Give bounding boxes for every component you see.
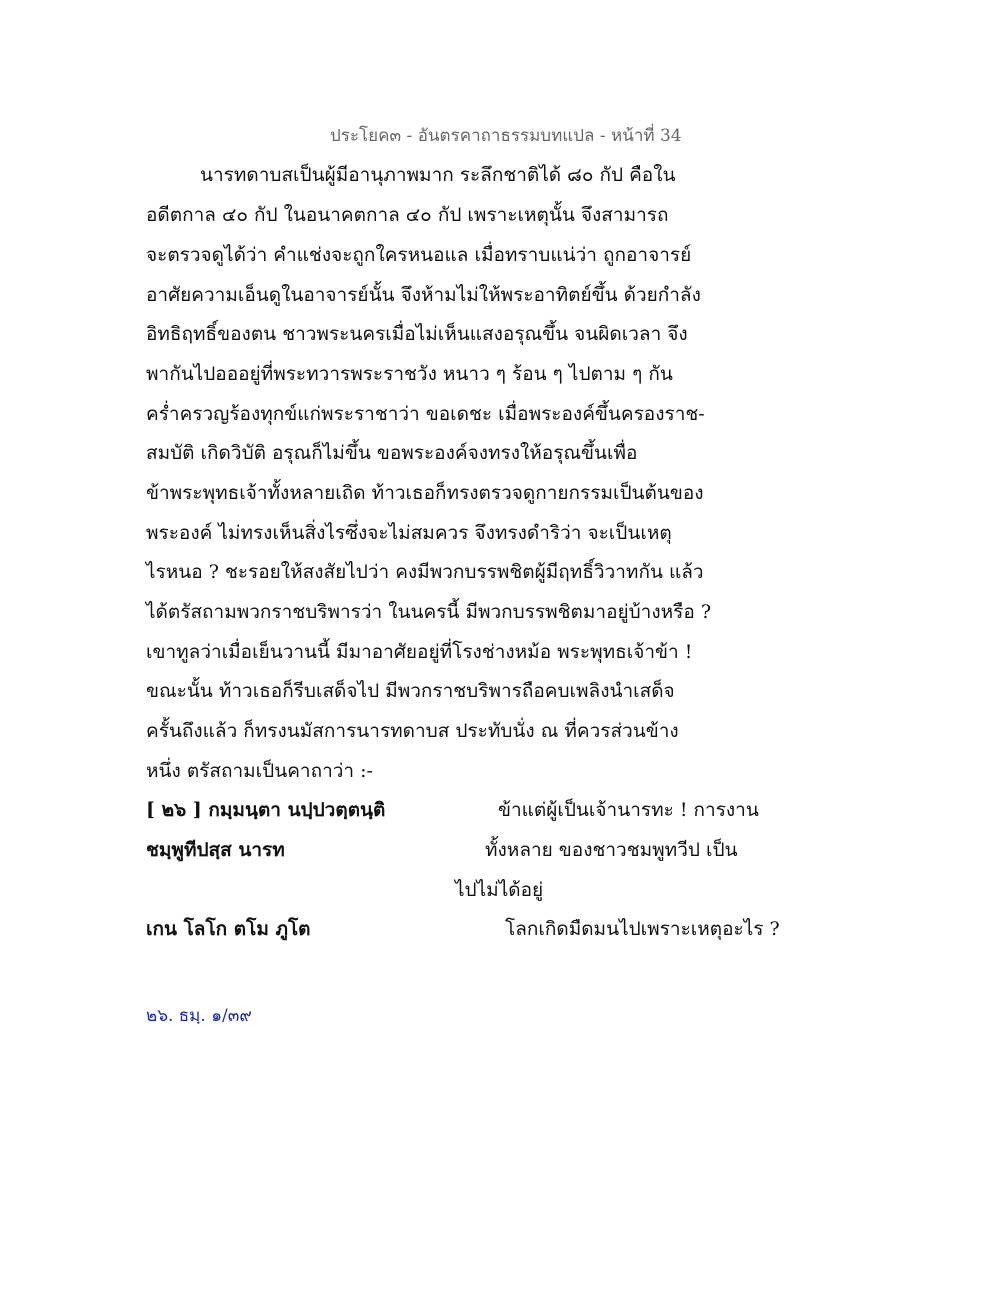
- paragraph-line: นารทดาบสเป็นผู้มีอานุภาพมาก ระลึกชาติได้ ๘๐ กัป คือใน: [200, 164, 676, 186]
- paragraph-line: ครั้นถึงแล้ว ก็ทรงนมัสการนารทดาบส ประทับนั่ง ณ ที่ควรส่วนข้าง: [146, 720, 679, 742]
- verse-thai-line: โลกเกิดมืดมนไปเพราะเหตุอะไร ?: [505, 918, 780, 940]
- verse-pali-line: เกน โลโก ตโม ภูโต: [146, 918, 311, 940]
- paragraph-line: ขณะนั้น ท้าวเธอก็รีบเสด็จไป มีพวกราชบริพารถือคบเพลิงนำเสด็จ: [146, 680, 675, 702]
- paragraph-line: สมบัติ เกิดวิบัติ อรุณก็ไม่ขึ้น ขอพระองค์จงทรงให้อรุณขึ้นเพื่อ: [146, 442, 638, 464]
- paragraph-line: พากันไปอออยู่ที่พระทวารพระราชวัง หนาว ๆ ร้อน ๆ ไปตาม ๆ กัน: [146, 363, 673, 385]
- verse-pali-line: [ ๒๖ ] กมฺมนฺตา นปฺปวตฺตนฺติ: [146, 799, 386, 821]
- paragraph-line: เขาทูลว่าเมื่อเย็นวานนี้ มีมาอาศัยอยู่ที่โรงช่างหม้อ พระพุทธเจ้าข้า !: [146, 641, 693, 663]
- paragraph-line: ไรหนอ ? ชะรอยให้สงสัยไปว่า คงมีพวกบรรพชิตผู้มีฤทธิ์วิวาทกัน แล้ว: [146, 561, 704, 583]
- verse-thai-line: ไปไม่ได้อยู่: [455, 879, 544, 901]
- paragraph-line: หนึ่ง ตรัสถามเป็นคาถาว่า :-: [146, 760, 373, 782]
- paragraph-line: ได้ตรัสถามพวกราชบริพารว่า ในนครนี้ มีพวกบรรพชิตมาอยู่บ้างหรือ ?: [146, 601, 711, 623]
- page-header: ประโยค๓ - อันตรคาถาธรรมบทแปล - หน้าที่ 34: [330, 126, 682, 146]
- paragraph-line: อาศัยความเอ็นดูในอาจารย์นั้น จึงห้ามไม่ให้พระอาทิตย์ขึ้น ด้วยกำลัง: [146, 284, 701, 306]
- verse-pali-line: ชมฺพูทีปสฺส นารท: [146, 839, 285, 861]
- paragraph-line: คร่ำครวญร้องทุกข์แก่พระราชาว่า ขอเดชะ เมื่อพระองค์ขึ้นครองราช-: [146, 403, 705, 425]
- footnote: ๒๖. ธมฺ. ๑/๓๙: [146, 1006, 252, 1026]
- paragraph-line: อดีตกาล ๔๐ กัป ในอนาคตกาล ๔๐ กัป เพราะเหตุนั้น จึงสามารถ: [146, 204, 669, 226]
- paragraph-line: ข้าพระพุทธเจ้าทั้งหลายเถิด ท้าวเธอก็ทรงตรวจดูกายกรรมเป็นต้นของ: [146, 482, 704, 504]
- paragraph-line: อิทธิฤทธิ์ของตน ชาวพระนครเมื่อไม่เห็นแสงอรุณขึ้น จนผิดเวลา จึง: [146, 323, 688, 345]
- verse-thai-line: ข้าแต่ผู้เป็นเจ้านารทะ ! การงาน: [498, 799, 759, 821]
- paragraph-line: พระองค์ ไม่ทรงเห็นสิ่งไรซึ่งจะไม่สมควร จึงทรงดำริว่า จะเป็นเหตุ: [146, 522, 672, 544]
- paragraph-line: จะตรวจดูได้ว่า คำแช่งจะถูกใครหนอแล เมื่อทราบแน่ว่า ถูกอาจารย์: [146, 244, 692, 266]
- verse-thai-line: ทั้งหลาย ของชาวชมพูทวีป เป็น: [485, 839, 738, 861]
